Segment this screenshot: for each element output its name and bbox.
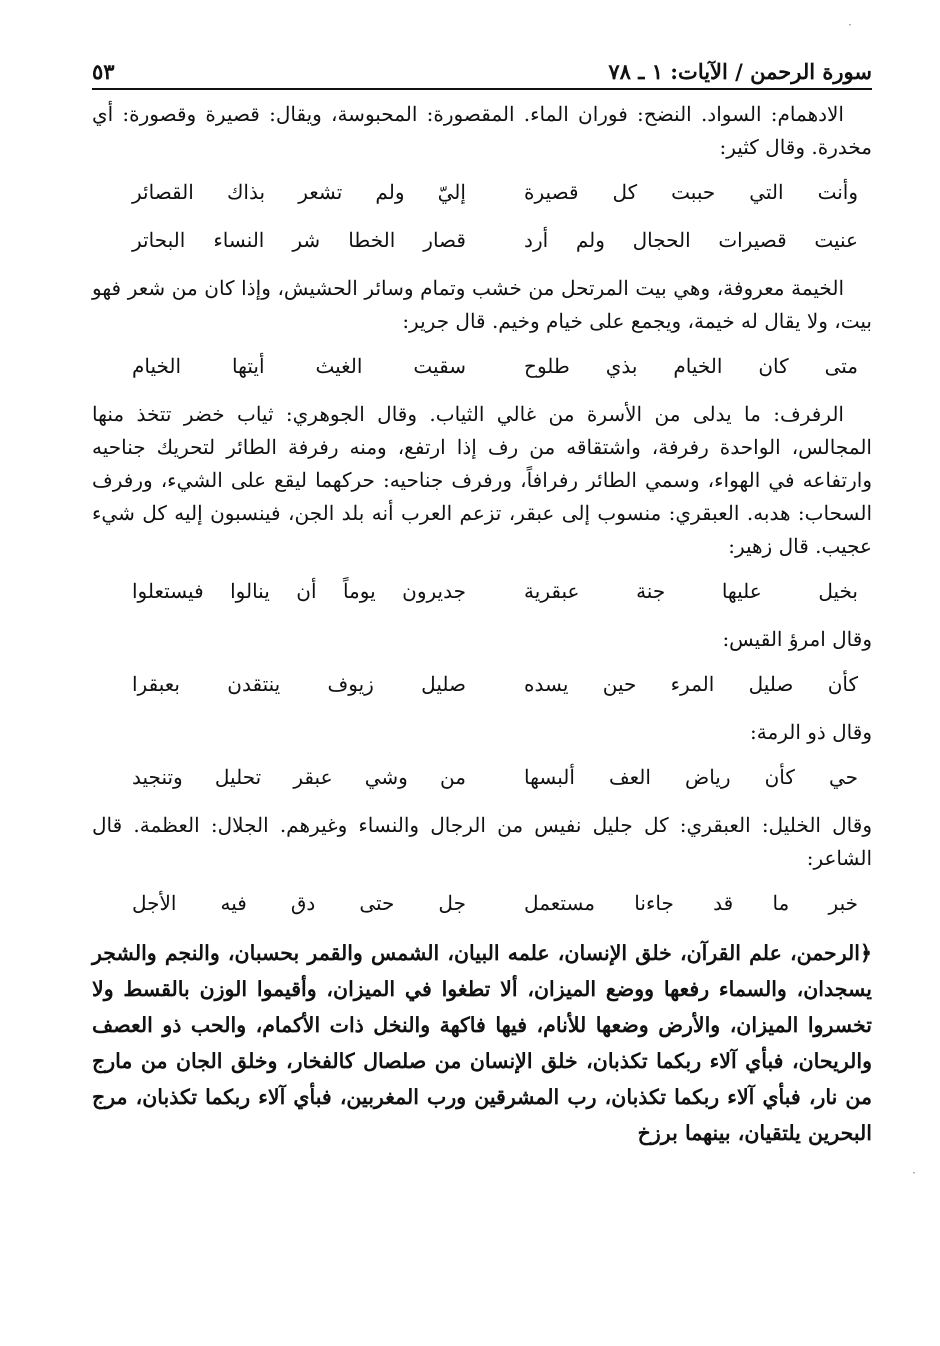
poet-attribution: وقال ذو الرمة: — [750, 720, 872, 744]
verse-second-hemistich: إليّ ولم تشعر بذاك القصائر — [132, 180, 466, 204]
scan-speck: · — [912, 1166, 916, 1180]
surah-title: سورة الرحمن / الآيات: ١ ـ ٧٨ — [598, 59, 872, 84]
verse-line — [92, 168, 872, 216]
verse-first-hemistich: وأنت التي حببت كل قصيرة — [524, 180, 858, 204]
gloss-paragraph: وقال الخليل: العبقري: كل جليل نفيس من الرجال والنساء وغيرهم. الجلال: العظمة. قال الشاعر: — [92, 813, 872, 870]
gloss-paragraph: الادهمام: السواد. النضح: فوران الماء. المقصورة: المحبوسة، ويقال: قصيرة وقصورة: أي مخدرة. وقال كثير: — [92, 102, 872, 159]
quran-passage: ﴿الرحمن، علم القرآن، خلق الإنسان، علمه البيان، الشمس والقمر بحسبان، والنجم والشجر يسجدان، والسماء رفعها ووضع الميزان، ألا تطغوا في الميزان، وأقيموا الوزن بالقسط ولا تخسروا الميزان، والأرض وضعها للأنام، فيها فاكهة والنخل ذات الأكمام، والحب ذو العصف والريحان، فبأي آلاء ربكما تكذبان، خلق الإنسان من صلصال كالفخار، وخلق الجان من مارج من نار، فبأي آلاء ربكما تكذبان، رب المشرقين ورب المغربين، فبأي آلاء ربكما تكذبان، مرج البحرين يلتقيان، بينهما برزخ — [92, 941, 872, 1145]
verse-line — [92, 342, 872, 390]
verse-first-hemistich: خبر ما قد جاءنا مستعمل — [524, 891, 858, 915]
gloss-paragraph: الرفرف: ما يدلى من الأسرة من غالي الثياب. وقال الجوهري: ثياب خضر تتخذ منها المجالس، الواحدة رفرفة، واشتقاقه من رف إذا ارتفع، ومنه رفرفة الطائر لتحريك جناحيه وارتفاعه في الهواء، وسمي الطائر رفرافاً، ورفرف جناحيه: حركهما ليقع على الشيء، ورفرف السحاب: هدبه. العبقري: منسوب إلى عبقر، تزعم العرب أنه بلد الجن، فينسبون إليه كل شيء عجيب. قال زهير: — [92, 402, 872, 558]
verse-line — [92, 567, 872, 615]
verse-first-hemistich: متى كان الخيام بذي طلوح — [524, 354, 858, 378]
verse-line — [92, 753, 872, 801]
verse-first-hemistich: كأن صليل المرء حين يسده — [524, 672, 858, 696]
poem-dhu-al-rumma — [92, 753, 872, 801]
book-page — [92, 48, 872, 1151]
poet-attribution: وقال امرؤ القيس: — [722, 627, 872, 651]
verse-first-hemistich: بخيل عليها جنة عبقرية — [524, 579, 858, 603]
poem-poet — [92, 879, 872, 927]
verse-line — [92, 879, 872, 927]
verse-first-hemistich: حي كأن رياض العف ألبسها — [524, 765, 858, 789]
verse-second-hemistich: من وشي عبقر تحليل وتنجيد — [132, 765, 466, 789]
verse-line — [92, 660, 872, 708]
verse-second-hemistich: قصار الخطا شر النساء البحاتر — [132, 228, 466, 252]
scan-speck: · — [848, 18, 852, 32]
verse-second-hemistich: صليل زيوف ينتقدن بعبقرا — [132, 672, 466, 696]
page-number: ٥٣ — [92, 59, 125, 84]
poem-jarir — [92, 342, 872, 390]
verse-second-hemistich: جل حتى دق فيه الأجل — [132, 891, 466, 915]
verse-second-hemistich: سقيت الغيث أيتها الخيام — [132, 354, 466, 378]
running-header — [92, 48, 872, 90]
verse-line — [92, 216, 872, 264]
poem-kuthayyir — [92, 168, 872, 264]
verse-second-hemistich: جديرون يوماً أن ينالوا فيستعلوا — [132, 579, 466, 603]
poem-imru-al-qays — [92, 660, 872, 708]
gloss-paragraph: الخيمة معروفة، وهي بيت المرتحل من خشب وتمام وسائر الحشيش، وإذا كان من شعر فهو بيت، ولا يقال له خيمة، ويجمع على خيام وخيم. قال جرير: — [92, 276, 872, 333]
poem-zuhayr — [92, 567, 872, 615]
verse-first-hemistich: عنيت قصيرات الحجال ولم أرد — [524, 228, 858, 252]
